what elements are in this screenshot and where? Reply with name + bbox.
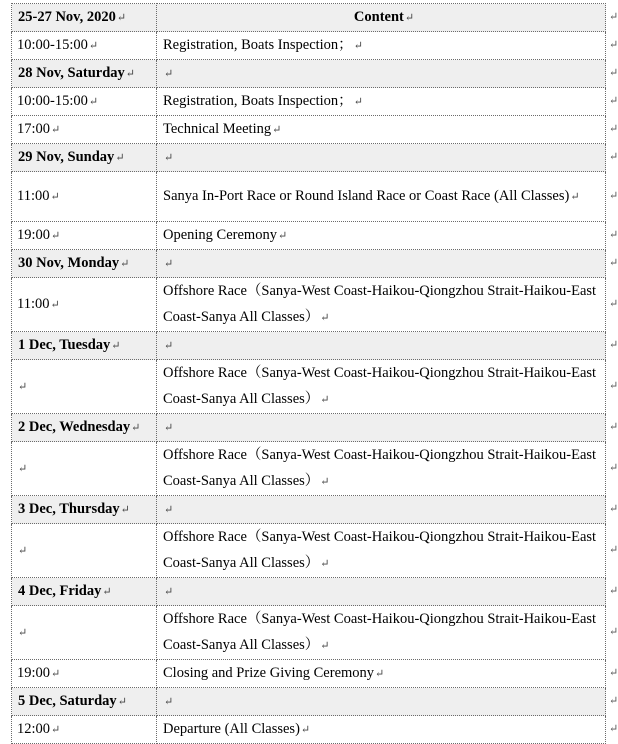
paragraph-mark-icon: ↵ [375, 668, 385, 680]
time-label: 10:00-15:00 [17, 37, 88, 53]
paragraph-mark-icon: ↵ [164, 258, 174, 270]
day-label: 29 Nov, Sunday [18, 149, 115, 165]
paragraph-mark-icon: ↵ [115, 152, 125, 164]
paragraph-mark-icon: ↵ [116, 12, 127, 24]
content-label: Departure (All Classes) [163, 721, 300, 737]
schedule-row [12, 88, 606, 116]
paragraph-mark-icon: ↵ [120, 258, 130, 270]
time-cell [12, 172, 157, 222]
content-cell [157, 442, 606, 496]
paragraph-mark-icon: ↵ [131, 422, 141, 434]
schedule-body [12, 4, 606, 744]
row-end-mark-icon: ↵ [609, 338, 618, 351]
day-cell [12, 60, 157, 88]
paragraph-mark-icon: ↵ [404, 12, 415, 24]
header-row [12, 4, 606, 32]
content-label: Sanya In-Port Race or Round Island Race or Coast Race (All Classes) [163, 188, 570, 204]
schedule-row [12, 360, 606, 414]
paragraph-mark-icon: ↵ [125, 68, 135, 80]
content-label: Offshore Race（Sanya-West Coast-Haikou-Qiongzhou Strait-Haikou-East Coast-Sanya All Classes） [163, 529, 597, 571]
paragraph-mark-icon: ↵ [164, 68, 174, 80]
row-end-mark-icon: ↵ [609, 150, 618, 163]
paragraph-mark-icon: ↵ [570, 191, 580, 203]
content-cell [157, 88, 606, 116]
day-label: 1 Dec, Tuesday [18, 337, 111, 353]
header-date: 25-27 Nov, 2020 [18, 9, 116, 25]
time-cell [12, 278, 157, 332]
paragraph-mark-icon: ↵ [277, 230, 288, 242]
row-end-mark-icon: ↵ [609, 122, 618, 135]
day-content-cell [157, 578, 606, 606]
content-label: Offshore Race（Sanya-West Coast-Haikou-Qiongzhou Strait-Haikou-East Coast-Sanya All Classes） [163, 611, 597, 653]
paragraph-mark-icon: ↵ [111, 340, 121, 352]
schedule-row [12, 524, 606, 578]
paragraph-mark-icon: ↵ [120, 504, 130, 516]
day-row [12, 578, 606, 606]
content-cell [157, 32, 606, 60]
paragraph-mark-icon: ↵ [117, 696, 127, 708]
paragraph-mark-icon: ↵ [18, 627, 28, 639]
content-cell [157, 606, 606, 660]
schedule-row [12, 716, 606, 744]
day-label: 4 Dec, Friday [18, 583, 102, 599]
time-label: 11:00 [17, 296, 50, 312]
day-content-cell [157, 496, 606, 524]
schedule-row [12, 278, 606, 332]
time-label: 11:00 [17, 188, 50, 204]
row-end-mark-icon: ↵ [609, 666, 618, 679]
day-row [12, 332, 606, 360]
day-label: 3 Dec, Thursday [18, 501, 120, 517]
day-cell [12, 688, 157, 716]
content-cell [157, 360, 606, 414]
schedule-table [11, 3, 606, 744]
day-row [12, 414, 606, 442]
day-label: 28 Nov, Saturday [18, 65, 125, 81]
paragraph-mark-icon: ↵ [164, 586, 174, 598]
header-content: Content [353, 9, 404, 25]
row-end-mark-icon: ↵ [609, 66, 618, 79]
content-label: Offshore Race（Sanya-West Coast-Haikou-Qiongzhou Strait-Haikou-East Coast-Sanya All Classes） [163, 365, 597, 407]
schedule-row [12, 172, 606, 222]
content-cell [157, 222, 606, 250]
time-label: 17:00 [17, 121, 51, 137]
content-label: Closing and Prize Giving Ceremony [163, 665, 375, 681]
schedule-row [12, 32, 606, 60]
paragraph-mark-icon: ↵ [164, 340, 174, 352]
row-end-mark-icon: ↵ [609, 543, 618, 556]
row-end-mark-icon: ↵ [609, 420, 618, 433]
time-cell [12, 116, 157, 144]
content-label: Opening Ceremony [163, 227, 277, 243]
content-label: Technical Meeting [163, 121, 272, 137]
day-row [12, 60, 606, 88]
day-cell [12, 578, 157, 606]
time-cell [12, 524, 157, 578]
time-label: 10:00-15:00 [17, 93, 88, 109]
day-cell [12, 144, 157, 172]
paragraph-mark-icon: ↵ [353, 40, 363, 52]
paragraph-mark-icon: ↵ [51, 724, 61, 736]
content-cell [157, 716, 606, 744]
paragraph-mark-icon: ↵ [50, 299, 60, 311]
paragraph-mark-icon: ↵ [320, 312, 330, 324]
paragraph-mark-icon: ↵ [164, 504, 174, 516]
paragraph-mark-icon: ↵ [51, 668, 61, 680]
row-end-mark-icon: ↵ [609, 694, 618, 707]
day-row [12, 496, 606, 524]
day-cell [12, 414, 157, 442]
row-end-mark-icon: ↵ [609, 297, 618, 310]
paragraph-mark-icon: ↵ [272, 124, 282, 136]
time-cell [12, 606, 157, 660]
row-end-mark-icon: ↵ [609, 38, 618, 51]
header-content-cell [157, 4, 606, 32]
row-end-mark-icon: ↵ [609, 256, 618, 269]
paragraph-mark-icon: ↵ [18, 381, 28, 393]
paragraph-mark-icon: ↵ [102, 586, 112, 598]
content-cell [157, 116, 606, 144]
day-cell [12, 250, 157, 278]
day-row [12, 688, 606, 716]
paragraph-mark-icon: ↵ [320, 394, 330, 406]
time-cell [12, 442, 157, 496]
paragraph-mark-icon: ↵ [320, 558, 330, 570]
row-end-mark-icon: ↵ [609, 502, 618, 515]
time-label: 19:00 [17, 665, 51, 681]
day-content-cell [157, 332, 606, 360]
paragraph-mark-icon: ↵ [50, 191, 60, 203]
schedule-row [12, 116, 606, 144]
paragraph-mark-icon: ↵ [51, 124, 61, 136]
row-end-mark-icon: ↵ [609, 94, 618, 107]
content-label: Registration, Boats Inspection； [163, 37, 353, 53]
row-end-mark-icon: ↵ [609, 625, 618, 638]
time-cell [12, 360, 157, 414]
day-content-cell [157, 688, 606, 716]
paragraph-mark-icon: ↵ [353, 96, 363, 108]
time-label: 12:00 [17, 721, 51, 737]
schedule-row [12, 606, 606, 660]
content-label: Registration, Boats Inspection； [163, 93, 353, 109]
content-cell [157, 660, 606, 688]
time-cell [12, 716, 157, 744]
day-label: 2 Dec, Wednesday [18, 419, 131, 435]
schedule-row [12, 442, 606, 496]
paragraph-mark-icon: ↵ [300, 724, 311, 736]
row-end-mark-icon: ↵ [609, 584, 618, 597]
content-label: Offshore Race（Sanya-West Coast-Haikou-Qiongzhou Strait-Haikou-East Coast-Sanya All Classes） [163, 447, 597, 489]
row-end-mark-icon: ↵ [609, 379, 618, 392]
paragraph-mark-icon: ↵ [164, 152, 174, 164]
day-label: 5 Dec, Saturday [18, 693, 117, 709]
paragraph-mark-icon: ↵ [88, 40, 99, 52]
row-end-mark-icon: ↵ [609, 461, 618, 474]
schedule-row [12, 222, 606, 250]
day-content-cell [157, 60, 606, 88]
paragraph-mark-icon: ↵ [51, 230, 61, 242]
day-row [12, 144, 606, 172]
row-end-mark-icon: ↵ [609, 228, 618, 241]
content-cell [157, 524, 606, 578]
row-end-mark-icon: ↵ [609, 10, 618, 23]
day-content-cell [157, 250, 606, 278]
day-content-cell [157, 144, 606, 172]
paragraph-mark-icon: ↵ [164, 422, 174, 434]
time-cell [12, 660, 157, 688]
content-label: Offshore Race（Sanya-West Coast-Haikou-Qiongzhou Strait-Haikou-East Coast-Sanya All Classes） [163, 283, 597, 325]
schedule-row [12, 660, 606, 688]
paragraph-mark-icon: ↵ [320, 476, 330, 488]
time-cell [12, 88, 157, 116]
paragraph-mark-icon: ↵ [320, 640, 330, 652]
paragraph-mark-icon: ↵ [18, 463, 28, 475]
row-end-mark-icon: ↵ [609, 722, 618, 735]
content-cell [157, 172, 606, 222]
header-date-cell [12, 4, 157, 32]
day-cell [12, 496, 157, 524]
time-label: 19:00 [17, 227, 51, 243]
paragraph-mark-icon: ↵ [88, 96, 99, 108]
time-cell [12, 222, 157, 250]
content-cell [157, 278, 606, 332]
paragraph-mark-icon: ↵ [18, 545, 28, 557]
paragraph-mark-icon: ↵ [164, 696, 174, 708]
day-row [12, 250, 606, 278]
row-end-mark-icon: ↵ [609, 189, 618, 202]
day-content-cell [157, 414, 606, 442]
day-cell [12, 332, 157, 360]
time-cell [12, 32, 157, 60]
day-label: 30 Nov, Monday [18, 255, 120, 271]
